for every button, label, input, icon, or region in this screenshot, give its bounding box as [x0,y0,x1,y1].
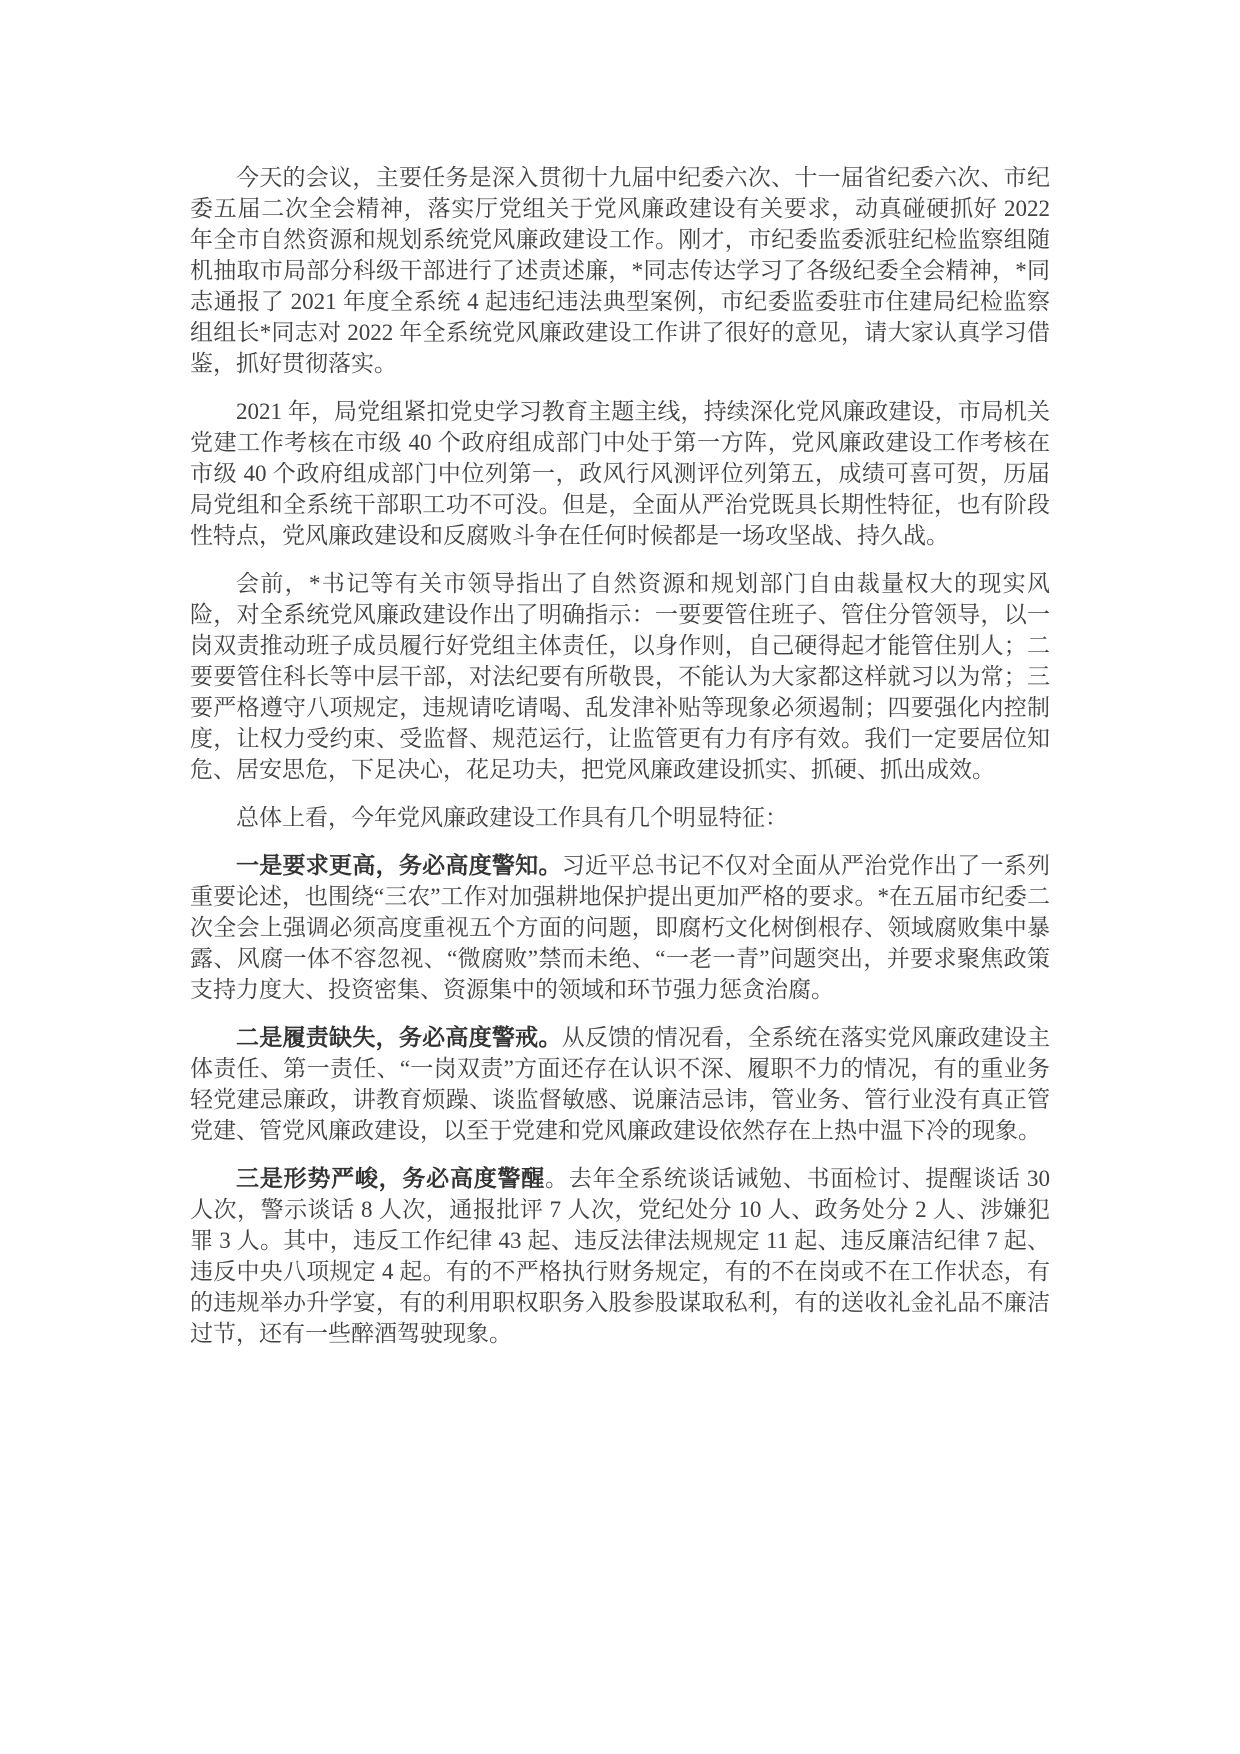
paragraph-7-point-three [190,1163,1050,1349]
paragraph-5-lead: 一是要求更高，务必高度警知。 [236,853,562,878]
paragraph-3-text: 会前，*书记等有关市领导指出了自然资源和规划部门自由裁量权大的现实风险，对全系统党风廉政建设作出了明确指示：一要要管住班子、管住分管领导，以一岗双责推动班子成员履行好党组主体责任，以身作则，自己硬得起才能管住别人；二要要管住科长等中层干部，对法纪要有所敬畏，不能认为大家都这样就习以为常；三要严格遵守八项规定，违规请吃请喝、乱发津补贴等现象必须遏制；四要强化内控制度，让权力受约束、受监督、规范运行，让监管更有力有序有效。我们一定要居位知危、居安思危，下足决心，花足功夫，把党风廉政建设抓实、抓硬、抓出成效。 [190,571,1050,782]
paragraph-5-point-one [190,850,1050,1005]
paragraph-4 [190,802,1050,833]
paragraph-4-text: 总体上看，今年党风廉政建设工作具有几个明显特征： [236,805,788,830]
paragraph-6-lead: 二是履责缺失，务必高度警戒。 [236,1025,562,1050]
paragraph-1 [190,162,1050,379]
paragraph-1-text: 今天的会议，主要任务是深入贯彻十九届中纪委六次、十一届省纪委六次、市纪委五届二次全会精神，落实厅党组关于党风廉政建设有关要求，动真碰硬抓好 2022 年全市自然资源和规划系统党风廉政建设工作。刚才，市纪委监委派驻纪检监察组随机抽取市局部分科级干部进行了述责述廉，*同志传达学习了各级纪委全会精神，*同志通报了 2021 年度全系统 4 起违纪违法典型案例，市纪委监委驻市住建局纪检监察组组长*同志对 2022 年全系统党风廉政建设工作讲了很好的意见，请大家认真学习借鉴，抓好贯彻落实。 [190,165,1050,376]
paragraph-2-text: 2021 年，局党组紧扣党史学习教育主题主线，持续深化党风廉政建设，市局机关党建工作考核在市级 40 个政府组成部门中处于第一方阵，党风廉政建设工作考核在市级 40 个政府组成部门中位列第一，政风行风测评位列第五，成绩可喜可贺，历届局党组和全系统干部职工功不可没。但是，全面从严治党既具长期性特征，也有阶段性特点，党风廉政建设和反腐败斗争在任何时候都是一场攻坚战、持久战。 [190,399,1050,548]
paragraph-6-point-two [190,1022,1050,1146]
paragraph-2 [190,396,1050,551]
paragraph-3 [190,568,1050,785]
document-body [190,162,1050,1349]
paragraph-5-text: 习近平总书记不仅对全面从严治党作出了一系列重要论述，也围绕“三农”工作对加强耕地保护提出更加严格的要求。*在五届市纪委二次全会上强调必须高度重视五个方面的问题，即腐朽文化树倒根存、领域腐败集中暴露、风腐一体不容忽视、“微腐败”禁而未绝、“一老一青”问题突出，并要求聚焦政策支持力度大、投资密集、资源集中的领域和环节强力惩贪治腐。 [190,853,1051,1002]
paragraph-7-text: 。去年全系统谈话诫勉、书面检讨、提醒谈话 30 人次，警示谈话 8 人次，通报批评 7 人次，党纪处分 10 人、政务处分 2 人、涉嫌犯罪 3 人。其中，违反工作纪律 43 起、违反法律法规规定 11 起、违反廉洁纪律 7 起、违反中央八项规定 4 起。有的不严格执行财务规定，有的不在岗或不在工作状态，有的违规举办升学宴，有的利用职权职务入股参股谋取私利，有的送收礼金礼品不廉洁过节，还有一些醉酒驾驶现象。 [190,1166,1051,1346]
paragraph-7-lead: 三是形势严峻，务必高度警醒 [236,1166,546,1191]
paragraph-6-text: 从反馈的情况看，全系统在落实党风廉政建设主体责任、第一责任、“一岗双责”方面还存在认识不深、履职不力的情况，有的重业务轻党建忌廉政，讲教育烦躁、谈监督敏感、说廉洁忌讳，管业务、管行业没有真正管党建、管党风廉政建设，以至于党建和党风廉政建设依然存在上热中温下冷的现象。 [190,1025,1051,1143]
